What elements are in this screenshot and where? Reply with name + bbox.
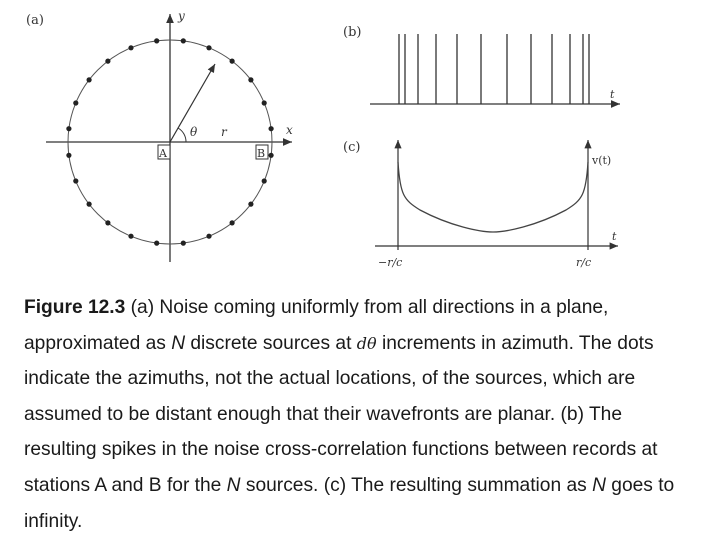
source-dot (66, 153, 71, 158)
panel-b-time-label: t (610, 88, 615, 101)
caption-text-4: sources. (c) The resulting summation as (240, 474, 593, 496)
source-dot (230, 59, 235, 64)
caption-n-1: N (171, 332, 186, 354)
caption-n-3: N (592, 474, 606, 496)
caption-text-1: (a) Noise coming uniformly from all directions in a plane, approximated as (24, 297, 609, 354)
panel-b-label: (b) (343, 25, 362, 40)
station-a-label: A (159, 147, 167, 160)
caption-text-5: goes to infinity. (24, 474, 675, 532)
theta-arc (178, 128, 186, 142)
tick-right-label: r/c (576, 256, 592, 269)
source-dot (73, 100, 78, 105)
panel-b (343, 25, 620, 104)
panel-c-time-label: t (612, 230, 617, 243)
station-b-label: B (257, 147, 266, 160)
cross-correlation-spikes (399, 34, 589, 104)
caption-text-3: increments in azimuth. The dots indicate the azimuths, not the actual locations, of the sources, which are assumed to be distant enough that their wavefronts are planar. (b) The resulting spikes in the noise cross-correlation functions between records at stations A and B for the (24, 332, 658, 496)
caption-text-2: discrete sources at (185, 332, 357, 354)
source-dot (269, 153, 274, 158)
summed-correlation-curve (398, 162, 588, 232)
source-dot (66, 126, 71, 131)
tick-left-label: −r/c (378, 256, 403, 269)
theta-label: θ (190, 125, 198, 139)
source-dot (181, 241, 186, 246)
source-dot (154, 241, 159, 246)
source-dot (206, 234, 211, 239)
panel-c-label: (c) (343, 140, 361, 155)
panel-a-label: (a) (26, 13, 44, 28)
source-dot (262, 100, 267, 105)
source-dot (248, 77, 253, 82)
caption-dtheta: dθ (356, 333, 377, 353)
source-dot (87, 77, 92, 82)
y-axis-label: y (178, 9, 185, 23)
curve-label: v(t) (592, 154, 612, 167)
source-dot (105, 59, 110, 64)
source-dot (105, 220, 110, 225)
source-dot (262, 178, 267, 183)
source-dot (206, 45, 211, 50)
x-axis-label: x (286, 123, 293, 137)
figure-label: Figure 12.3 (24, 297, 126, 318)
source-dot (230, 220, 235, 225)
source-dot (181, 38, 186, 43)
panel-a (26, 9, 293, 262)
source-dot (128, 45, 133, 50)
source-dot (269, 126, 274, 131)
panel-c (343, 140, 618, 269)
caption-n-2: N (226, 474, 241, 496)
source-dot (248, 202, 253, 207)
source-dot (154, 38, 159, 43)
source-dot (73, 178, 78, 183)
figure-caption (24, 290, 696, 539)
source-dot (87, 202, 92, 207)
radius-label: r (221, 125, 227, 139)
source-dot (128, 234, 133, 239)
